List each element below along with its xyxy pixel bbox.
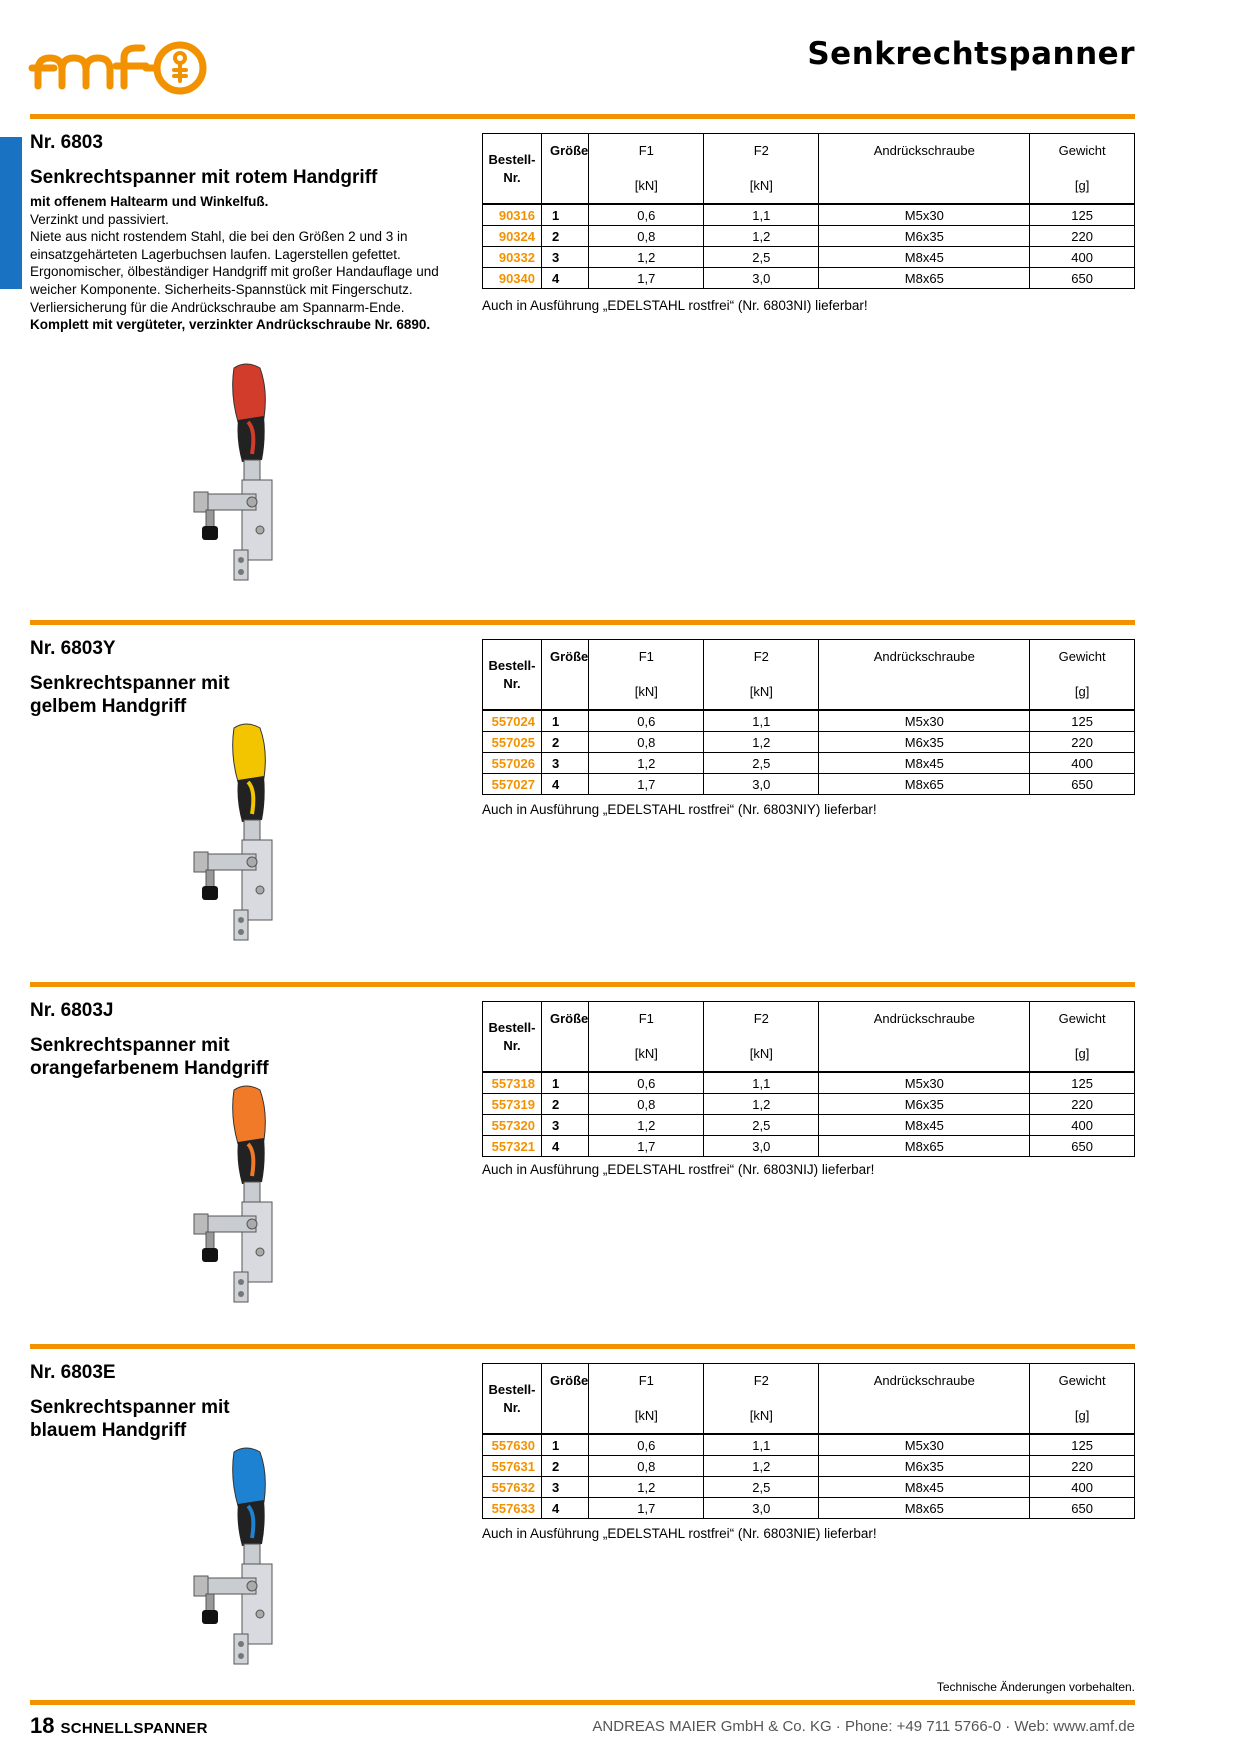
f1-cell: 0,8 (589, 1094, 704, 1115)
order-number[interactable]: 557633 (483, 1498, 542, 1519)
weight-cell: 125 (1030, 710, 1135, 732)
product-section-6803y (30, 620, 1135, 940)
weight-cell: 400 (1030, 1477, 1135, 1498)
header-gewicht: Gewicht (1058, 649, 1106, 664)
col-groesse (542, 1364, 589, 1435)
pivot-rivet (256, 526, 264, 534)
col-bestell-nr (483, 134, 542, 205)
table-row (483, 1094, 1135, 1115)
amf-logo (28, 38, 218, 98)
weight-cell: 650 (1030, 268, 1135, 289)
handle-grip (233, 1448, 266, 1506)
company-contact: ANDREAS MAIER GmbH & Co. KG · Phone: +49 711 5766-0 · Web: www.amf.de (592, 1718, 1135, 1735)
order-number[interactable]: 557632 (483, 1477, 542, 1498)
screw-cell: M5x30 (819, 1072, 1030, 1094)
f2-cell: 2,5 (704, 247, 819, 268)
col-f1 (589, 1364, 704, 1435)
col-f2 (704, 1002, 819, 1073)
col-groesse (542, 640, 589, 711)
spindle (206, 1232, 214, 1250)
product-section-6803e (30, 1344, 1135, 1674)
col-schraube (819, 1364, 1030, 1435)
size-cell: 3 (542, 753, 589, 774)
spec-table (482, 639, 1135, 795)
spindle-nut (194, 1214, 208, 1234)
header-bestell: Bestell- (488, 657, 536, 673)
screw-cell: M5x30 (819, 1434, 1030, 1456)
order-number[interactable]: 557024 (483, 710, 542, 732)
screw-cell: M8x45 (819, 1115, 1030, 1136)
header-groesse: Größe (550, 1011, 589, 1026)
product-section-6803j (30, 982, 1135, 1302)
header-f1-unit: [kN] (634, 684, 658, 699)
mounting-hole (238, 1279, 244, 1285)
order-number[interactable]: 557321 (483, 1136, 542, 1157)
f1-cell: 0,6 (589, 710, 704, 732)
table-row (483, 226, 1135, 247)
footer-left (30, 1713, 208, 1739)
article-number: Nr. 6803 (30, 132, 103, 153)
col-schraube (819, 134, 1030, 205)
table-row (483, 204, 1135, 226)
screw-cell: M8x65 (819, 1498, 1030, 1519)
base-foot (234, 1272, 248, 1302)
header-nr: Nr. (503, 675, 521, 691)
table-header-row (483, 1002, 1135, 1073)
screw-cell: M8x65 (819, 1136, 1030, 1157)
section-divider (30, 620, 1135, 625)
table-row (483, 1072, 1135, 1094)
header-groesse: Größe (550, 649, 589, 664)
f1-cell: 1,2 (589, 753, 704, 774)
f2-cell: 1,1 (704, 204, 819, 226)
pivot-rivet (247, 1219, 257, 1229)
screw-cell: M8x45 (819, 753, 1030, 774)
header-gewicht: Gewicht (1058, 143, 1106, 158)
col-schraube (819, 1002, 1030, 1073)
header-f1-unit: [kN] (634, 178, 658, 193)
pressure-pad (202, 886, 218, 900)
availability-note: Auch in Ausführung „EDELSTAHL rostfrei“ (Nr. 6803NI) lieferbar! (482, 298, 868, 313)
pivot-rivet (247, 1581, 257, 1591)
mounting-hole (238, 917, 244, 923)
footer-divider (30, 1700, 1135, 1705)
header-schraube: Andrückschraube (873, 1373, 975, 1388)
base-foot (234, 910, 248, 940)
table-row (483, 1477, 1135, 1498)
desc-bold-outro: Komplett mit vergüteter, verzinkter Andrückschraube Nr. 6890. (30, 317, 431, 333)
mounting-hole (238, 1641, 244, 1647)
f2-cell: 1,2 (704, 732, 819, 753)
header-groesse: Größe (550, 143, 589, 158)
article-number: Nr. 6803Y (30, 638, 116, 659)
section-title: Senkrechtspanner mit gelbem Handgriff (30, 673, 230, 717)
size-cell: 2 (542, 1456, 589, 1477)
col-f2 (704, 134, 819, 205)
header-bestell: Bestell- (488, 1019, 536, 1035)
header-gewicht: Gewicht (1058, 1011, 1106, 1026)
header-bestell: Bestell- (488, 151, 536, 167)
weight-cell: 400 (1030, 247, 1135, 268)
weight-cell: 650 (1030, 1136, 1135, 1157)
order-number[interactable]: 90340 (483, 268, 542, 289)
screw-cell: M8x65 (819, 268, 1030, 289)
header-f2: F2 (753, 1011, 769, 1026)
header-gewicht-unit: [g] (1074, 1408, 1090, 1423)
screw-cell: M6x35 (819, 226, 1030, 247)
weight-cell: 220 (1030, 226, 1135, 247)
size-cell: 1 (542, 1072, 589, 1094)
col-gewicht (1030, 134, 1135, 205)
header-schraube: Andrückschraube (873, 143, 975, 158)
article-number: Nr. 6803J (30, 1000, 114, 1021)
spindle-nut (194, 492, 208, 512)
col-f1 (589, 1002, 704, 1073)
spec-table (482, 133, 1135, 289)
header-f1-unit: [kN] (634, 1408, 658, 1423)
f1-cell: 0,8 (589, 226, 704, 247)
header-f2: F2 (753, 143, 769, 158)
header-f1: F1 (638, 649, 654, 664)
product-image (176, 1082, 306, 1307)
table-header-row (483, 640, 1135, 711)
pressure-pad (202, 526, 218, 540)
order-number[interactable]: 557026 (483, 753, 542, 774)
section-title: Senkrechtspanner mit blauem Handgriff (30, 1397, 230, 1441)
table-row (483, 732, 1135, 753)
order-number[interactable]: 557025 (483, 732, 542, 753)
col-bestell-nr (483, 1364, 542, 1435)
f1-cell: 0,6 (589, 1072, 704, 1094)
weight-cell: 220 (1030, 732, 1135, 753)
f1-cell: 0,6 (589, 204, 704, 226)
chapter-tab (0, 137, 22, 289)
availability-note: Auch in Ausführung „EDELSTAHL rostfrei“ (Nr. 6803NIJ) lieferbar! (482, 1162, 875, 1177)
base-foot (234, 550, 248, 580)
mounting-hole (238, 1291, 244, 1297)
table-row (483, 247, 1135, 268)
page-number: 18 (30, 1713, 55, 1738)
order-number[interactable]: 90332 (483, 247, 542, 268)
desc-body: Verzinkt und passiviert. Niete aus nicht rostendem Stahl, die bei den Größen 2 und 3 in einsatzgehärteten Lagerbuchsen laufen. Lagerstellen gefettet. Ergonomischer, ölbeständiger Handgriff mit großer Handauflage und weicher Komponente. Sicherheits-Spannstück mit Fingerschutz. Verliersicherung für die Andrückschraube am Spannarm-Ende. (30, 211, 439, 315)
spec-table (482, 1001, 1135, 1157)
header-f1-unit: [kN] (634, 1046, 658, 1061)
product-image (176, 720, 306, 945)
product-description (30, 193, 450, 334)
table-row (483, 753, 1135, 774)
table-row (483, 268, 1135, 289)
f2-cell: 1,1 (704, 1434, 819, 1456)
f2-cell: 2,5 (704, 753, 819, 774)
col-f2 (704, 1364, 819, 1435)
handle-grip (233, 364, 266, 422)
f2-cell: 1,1 (704, 1072, 819, 1094)
header-nr: Nr. (503, 1037, 521, 1053)
base-bracket (242, 1202, 272, 1282)
order-number[interactable]: 557319 (483, 1094, 542, 1115)
f2-cell: 2,5 (704, 1115, 819, 1136)
pivot-rivet (256, 1610, 264, 1618)
pivot-rivet (247, 497, 257, 507)
desc-bold-intro: mit offenem Haltearm und Winkelfuß. (30, 194, 269, 209)
header-schraube: Andrückschraube (873, 1011, 975, 1026)
pressure-pad (202, 1248, 218, 1262)
f1-cell: 1,2 (589, 247, 704, 268)
header-f1: F1 (638, 1373, 654, 1388)
size-cell: 3 (542, 1477, 589, 1498)
col-schraube (819, 640, 1030, 711)
col-bestell-nr (483, 1002, 542, 1073)
header-schraube: Andrückschraube (873, 649, 975, 664)
size-cell: 2 (542, 226, 589, 247)
toggle-clamp-illustration (176, 360, 306, 585)
toggle-clamp-illustration (176, 1444, 306, 1669)
handle-grip (233, 1086, 266, 1144)
pivot-rivet (247, 857, 257, 867)
col-f1 (589, 640, 704, 711)
order-number[interactable]: 90316 (483, 204, 542, 226)
col-f1 (589, 134, 704, 205)
f2-cell: 1,2 (704, 1094, 819, 1115)
section-title: Senkrechtspanner mit orangefarbenem Handgriff (30, 1035, 269, 1079)
order-number[interactable]: 557631 (483, 1456, 542, 1477)
size-cell: 4 (542, 1498, 589, 1519)
spindle-nut (194, 852, 208, 872)
spindle-nut (194, 1576, 208, 1596)
base-foot (234, 1634, 248, 1664)
spec-table (482, 1363, 1135, 1519)
col-gewicht (1030, 1364, 1135, 1435)
header-gewicht-unit: [g] (1074, 1046, 1090, 1061)
order-number[interactable]: 557318 (483, 1072, 542, 1094)
screw-cell: M8x45 (819, 247, 1030, 268)
order-number[interactable]: 90324 (483, 226, 542, 247)
section-divider (30, 1344, 1135, 1349)
size-cell: 4 (542, 774, 589, 795)
size-cell: 1 (542, 204, 589, 226)
table-row (483, 1456, 1135, 1477)
header-f1: F1 (638, 143, 654, 158)
availability-note: Auch in Ausführung „EDELSTAHL rostfrei“ (Nr. 6803NIE) lieferbar! (482, 1526, 877, 1541)
screw-cell: M6x35 (819, 1094, 1030, 1115)
table-header-row (483, 134, 1135, 205)
section-divider (30, 114, 1135, 119)
f1-cell: 0,8 (589, 732, 704, 753)
spindle (206, 510, 214, 528)
weight-cell: 125 (1030, 1434, 1135, 1456)
table-row (483, 710, 1135, 732)
screw-cell: M5x30 (819, 710, 1030, 732)
header-nr: Nr. (503, 169, 521, 185)
order-number[interactable]: 557320 (483, 1115, 542, 1136)
weight-cell: 125 (1030, 204, 1135, 226)
mounting-hole (238, 929, 244, 935)
order-number[interactable]: 557027 (483, 774, 542, 795)
section-divider (30, 982, 1135, 987)
section-title: Senkrechtspanner mit rotem Handgriff (30, 167, 378, 188)
weight-cell: 650 (1030, 774, 1135, 795)
table-row (483, 1498, 1135, 1519)
header-gewicht-unit: [g] (1074, 684, 1090, 699)
product-image (176, 360, 306, 585)
header-bestell: Bestell- (488, 1381, 536, 1397)
col-gewicht (1030, 640, 1135, 711)
spindle (206, 1594, 214, 1612)
screw-cell: M8x65 (819, 774, 1030, 795)
size-cell: 3 (542, 1115, 589, 1136)
weight-cell: 220 (1030, 1094, 1135, 1115)
order-number[interactable]: 557630 (483, 1434, 542, 1456)
disclaimer: Technische Änderungen vorbehalten. (936, 1680, 1135, 1694)
screw-cell: M5x30 (819, 204, 1030, 226)
weight-cell: 220 (1030, 1456, 1135, 1477)
header-f2-unit: [kN] (749, 1046, 773, 1061)
f2-cell: 3,0 (704, 268, 819, 289)
weight-cell: 400 (1030, 1115, 1135, 1136)
category-label: SCHNELLSPANNER (60, 1720, 208, 1737)
table-row (483, 1434, 1135, 1456)
col-groesse (542, 1002, 589, 1073)
size-cell: 2 (542, 1094, 589, 1115)
header-f2: F2 (753, 1373, 769, 1388)
table-row (483, 1136, 1135, 1157)
weight-cell: 125 (1030, 1072, 1135, 1094)
base-bracket (242, 480, 272, 560)
header-f2-unit: [kN] (749, 1408, 773, 1423)
mounting-hole (238, 1653, 244, 1659)
f2-cell: 2,5 (704, 1477, 819, 1498)
f1-cell: 1,7 (589, 1498, 704, 1519)
weight-cell: 650 (1030, 1498, 1135, 1519)
col-gewicht (1030, 1002, 1135, 1073)
pivot-rivet (256, 886, 264, 894)
header-f1: F1 (638, 1011, 654, 1026)
base-bracket (242, 1564, 272, 1644)
article-number: Nr. 6803E (30, 1362, 116, 1383)
screw-cell: M6x35 (819, 732, 1030, 753)
header-groesse: Größe (550, 1373, 589, 1388)
screw-cell: M6x35 (819, 1456, 1030, 1477)
f1-cell: 1,7 (589, 774, 704, 795)
product-section-6803 (30, 114, 1135, 554)
header-f2: F2 (753, 649, 769, 664)
col-f2 (704, 640, 819, 711)
page-title: Senkrechtspanner (807, 36, 1135, 72)
f1-cell: 1,2 (589, 1477, 704, 1498)
f2-cell: 3,0 (704, 774, 819, 795)
header-f2-unit: [kN] (749, 178, 773, 193)
f2-cell: 1,2 (704, 1456, 819, 1477)
availability-note: Auch in Ausführung „EDELSTAHL rostfrei“ (Nr. 6803NIY) lieferbar! (482, 802, 877, 817)
size-cell: 4 (542, 268, 589, 289)
screw-cell: M8x45 (819, 1477, 1030, 1498)
mounting-hole (238, 557, 244, 563)
base-bracket (242, 840, 272, 920)
size-cell: 3 (542, 247, 589, 268)
mounting-hole (238, 569, 244, 575)
size-cell: 4 (542, 1136, 589, 1157)
table-row (483, 1115, 1135, 1136)
spindle (206, 870, 214, 888)
f1-cell: 0,6 (589, 1434, 704, 1456)
f1-cell: 1,7 (589, 268, 704, 289)
f2-cell: 3,0 (704, 1498, 819, 1519)
weight-cell: 400 (1030, 753, 1135, 774)
size-cell: 1 (542, 1434, 589, 1456)
col-bestell-nr (483, 640, 542, 711)
header-f2-unit: [kN] (749, 684, 773, 699)
handle-grip (233, 724, 266, 782)
f1-cell: 1,2 (589, 1115, 704, 1136)
f2-cell: 3,0 (704, 1136, 819, 1157)
pressure-pad (202, 1610, 218, 1624)
table-header-row (483, 1364, 1135, 1435)
f2-cell: 1,1 (704, 710, 819, 732)
f1-cell: 0,8 (589, 1456, 704, 1477)
header-gewicht-unit: [g] (1074, 178, 1090, 193)
product-image (176, 1444, 306, 1669)
table-row (483, 774, 1135, 795)
toggle-clamp-illustration (176, 1082, 306, 1307)
header-gewicht: Gewicht (1058, 1373, 1106, 1388)
size-cell: 2 (542, 732, 589, 753)
f2-cell: 1,2 (704, 226, 819, 247)
toggle-clamp-illustration (176, 720, 306, 945)
header-nr: Nr. (503, 1399, 521, 1415)
f1-cell: 1,7 (589, 1136, 704, 1157)
col-groesse (542, 134, 589, 205)
size-cell: 1 (542, 710, 589, 732)
pivot-rivet (256, 1248, 264, 1256)
